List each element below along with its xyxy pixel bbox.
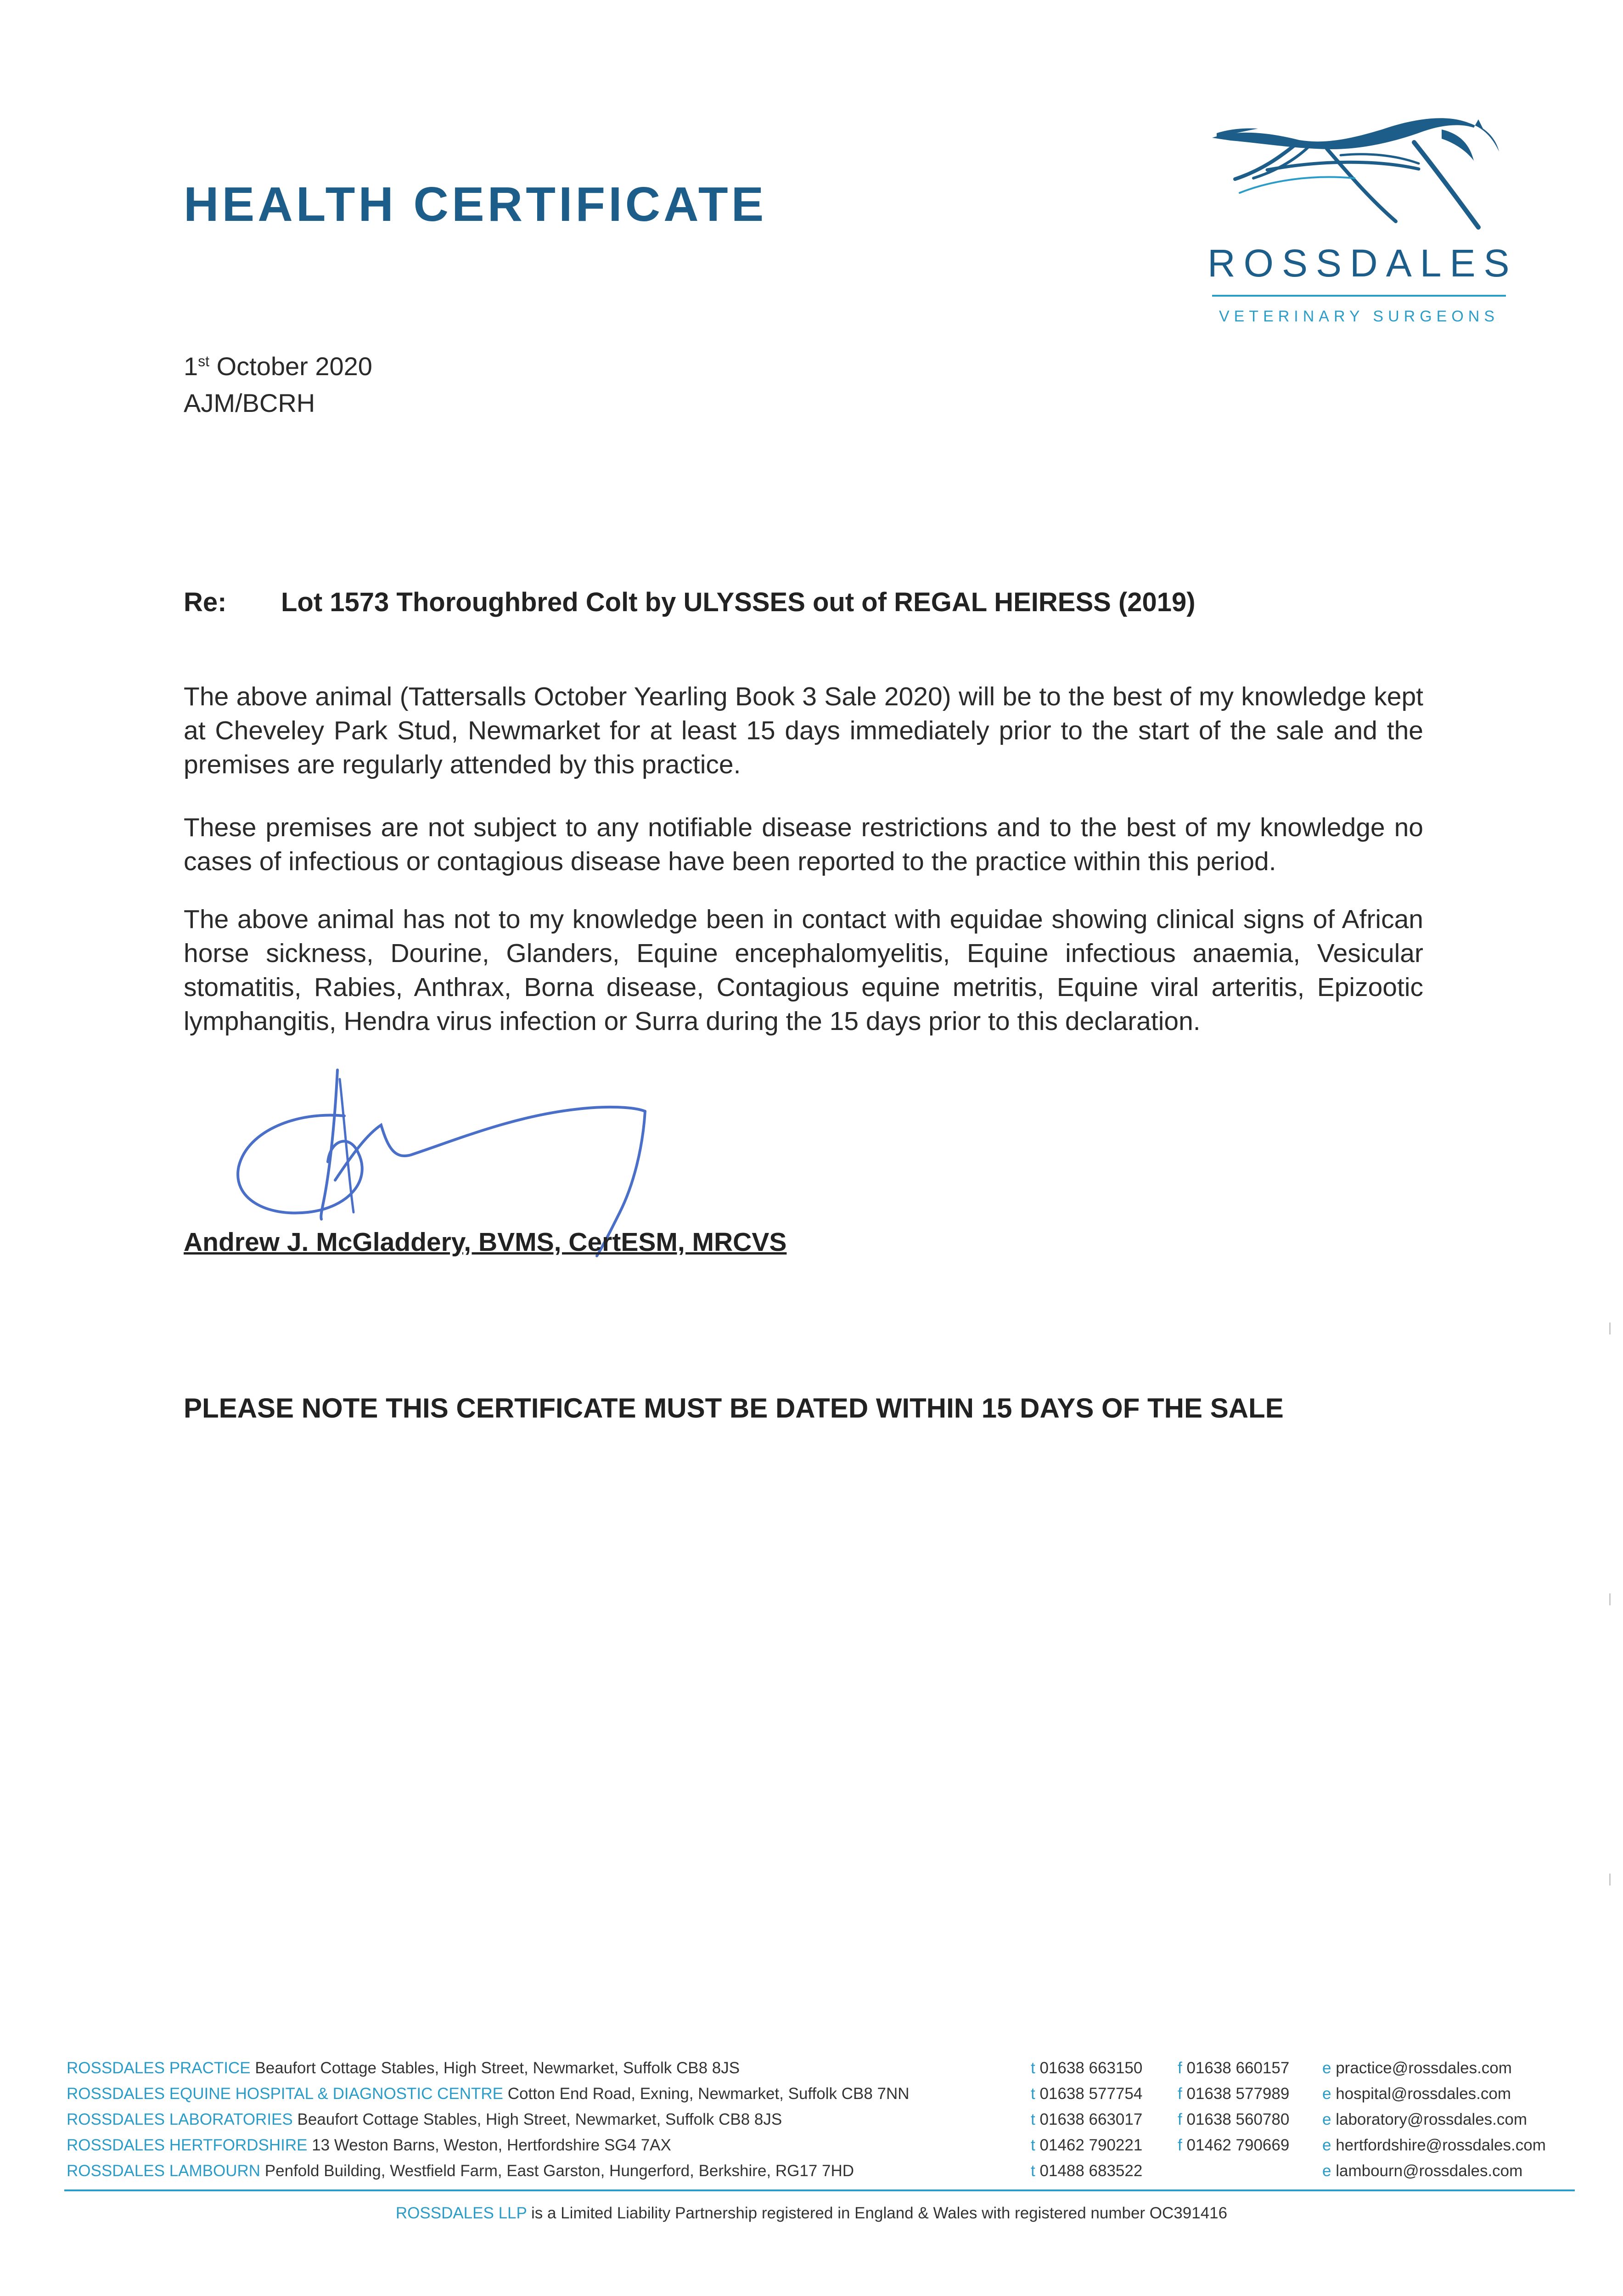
- footer-site-name: ROSSDALES LABORATORIES: [67, 2110, 293, 2128]
- footer-email[interactable]: e hospital@rossdales.com: [1322, 2085, 1511, 2103]
- body-paragraph-2: These premises are not subject to any notifiable disease restrictions and to the best of my knowledge no cases of infectious or contagious disease have been reported to the practice within this period.: [184, 813, 1423, 876]
- footer-site-address: Cotton End Road, Exning, Newmarket, Suffolk CB8 7NN: [507, 2085, 910, 2103]
- footer-address: [67, 2085, 910, 2103]
- footer-address: [67, 2110, 782, 2129]
- logo-subtitle: VETERINARY SURGEONS: [1219, 308, 1499, 325]
- footer-divider: [64, 2189, 1575, 2191]
- footer-site-name: ROSSDALES LAMBOURN: [67, 2162, 261, 2180]
- footer-phone: t 01638 663150: [1031, 2059, 1143, 2077]
- scan-mark: [1609, 1874, 1611, 1885]
- footer-phone: t 01638 663017: [1031, 2110, 1143, 2128]
- footer-site-address: 13 Weston Barns, Weston, Hertfordshire SG4 7AX: [312, 2136, 671, 2154]
- footer-llp-text: is a Limited Liability Partnership registered in England & Wales with registered number OC391416: [531, 2204, 1228, 2222]
- footer-fax: f 01638 660157: [1178, 2059, 1290, 2077]
- footer-phone: t 01488 683522: [1031, 2162, 1143, 2180]
- footer-email[interactable]: e lambourn@rossdales.com: [1322, 2162, 1523, 2180]
- footer-site-address: Penfold Building, Westfield Farm, East Garston, Hungerford, Berkshire, RG17 7HD: [264, 2162, 854, 2180]
- body-paragraph-1: The above animal (Tattersalls October Yearling Book 3 Sale 2020) will be to the best of my knowledge kept at Cheveley Park Stud, Newmarket for at least 15 days immediately prior to the start of the sale and the premises are regularly attended by this practice.: [184, 682, 1423, 779]
- footer-site-name: ROSSDALES PRACTICE: [67, 2059, 251, 2077]
- footer-fax: f 01638 560780: [1178, 2110, 1290, 2128]
- logo-divider: [1212, 295, 1506, 297]
- footer-address: [67, 2059, 740, 2077]
- logo-wordmark: ROSSDALES: [1207, 242, 1518, 285]
- footer-site-address: Beaufort Cottage Stables, High Street, Newmarket, Suffolk CB8 8JS: [297, 2110, 782, 2128]
- galloping-horse-icon: [1203, 101, 1506, 248]
- scan-mark: [1609, 1593, 1611, 1605]
- footer-address: [67, 2136, 671, 2155]
- footer-site-name: ROSSDALES EQUINE HOSPITAL & DIAGNOSTIC CENTRE: [67, 2085, 504, 2103]
- date-day: 1: [184, 352, 198, 381]
- page-title: HEALTH CERTIFICATE: [184, 177, 767, 231]
- sale-date-notice: PLEASE NOTE THIS CERTIFICATE MUST BE DATED WITHIN 15 DAYS OF THE SALE: [184, 1393, 1284, 1424]
- footer-site-address: Beaufort Cottage Stables, High Street, Newmarket, Suffolk CB8 8JS: [255, 2059, 740, 2077]
- footer-llp-name: ROSSDALES LLP: [395, 2204, 527, 2222]
- footer-site-name: ROSSDALES HERTFORDSHIRE: [67, 2136, 308, 2154]
- signatory-name: Andrew J. McGladdery, BVMS, CertESM, MRCVS: [184, 1227, 787, 1257]
- footer-phone: t 01638 577754: [1031, 2085, 1143, 2103]
- footer-fax: f 01638 577989: [1178, 2085, 1290, 2103]
- footer-email[interactable]: e hertfordshire@rossdales.com: [1322, 2136, 1546, 2154]
- re-subject: Lot 1573 Thoroughbred Colt by ULYSSES out of REGAL HEIRESS (2019): [281, 587, 1196, 617]
- letter-date: [184, 351, 372, 381]
- footer-address: [67, 2162, 854, 2180]
- date-suffix: st: [198, 353, 210, 370]
- footer-legal: [0, 2204, 1623, 2223]
- date-month-year: October 2020: [209, 352, 372, 381]
- footer-phone: t 01462 790221: [1031, 2136, 1143, 2154]
- body-paragraph-3: The above animal has not to my knowledge been in contact with equidae showing clinical signs of African horse sickness, Dourine, Glanders, Equine encephalomyelitis, Equine infectious anaemia, Vesicular stomatitis, Rabies, Anthrax, Borna disease, Contagious equine metritis, Equine viral arteritis, Epizootic lymphangitis, Hendra virus infection or Surra during the 15 days prior to this declaration.: [184, 905, 1423, 1036]
- footer-email[interactable]: e laboratory@rossdales.com: [1322, 2110, 1528, 2128]
- letter-reference: AJM/BCRH: [184, 388, 315, 417]
- scan-mark: [1609, 1322, 1611, 1334]
- footer-email[interactable]: e practice@rossdales.com: [1322, 2059, 1512, 2077]
- re-label: Re:: [184, 587, 227, 617]
- footer-fax: f 01462 790669: [1178, 2136, 1290, 2154]
